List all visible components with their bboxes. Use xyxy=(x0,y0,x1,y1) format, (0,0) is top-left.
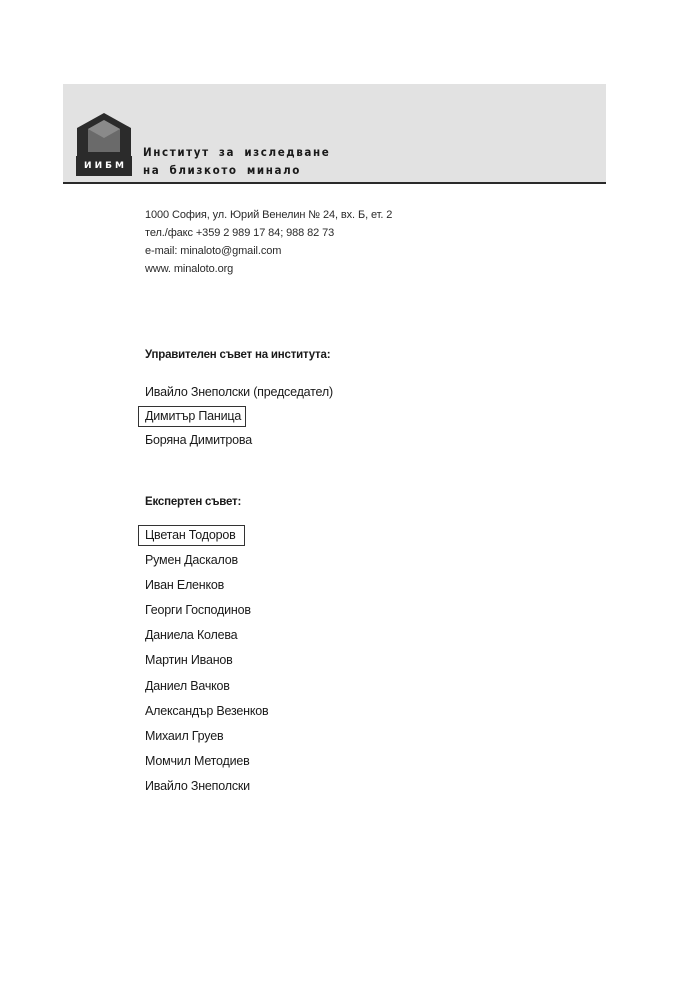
experts-list xyxy=(145,523,268,799)
address-block xyxy=(145,206,392,278)
board-member: Ивайло Знеполски (председател) xyxy=(145,385,333,399)
board-members-list xyxy=(145,380,333,452)
expert-member: Румен Даскалов xyxy=(145,553,238,568)
postal-address: 1000 София, ул. Юрий Венелин № 24, вх. Б, ет. 2 xyxy=(145,209,393,221)
expert-member: Даниел Вачков xyxy=(145,678,230,693)
board-heading: Управителен съвет на института: xyxy=(145,349,331,361)
expert-member: Даниела Колева xyxy=(145,628,238,643)
institute-name xyxy=(143,143,330,179)
phone-fax: тел./факс +359 2 989 17 84; 988 82 73 xyxy=(145,227,335,239)
email-address: e-mail: minaloto@gmail.com xyxy=(145,245,282,257)
expert-member: Михаил Груев xyxy=(145,728,224,743)
institute-name-line2: на близкото минало xyxy=(143,163,301,177)
expert-member: Мартин Иванов xyxy=(145,653,233,668)
logo-text: ИИБМ xyxy=(84,161,127,171)
institute-name-line1: Институт за изследване xyxy=(143,145,331,159)
expert-member: Ивайло Знеполски xyxy=(145,778,250,793)
board-member: Боряна Димитрова xyxy=(145,433,252,447)
header-rule xyxy=(63,182,606,184)
expert-member: Иван Еленков xyxy=(145,578,225,593)
website-address: www. minaloto.org xyxy=(145,263,234,275)
expert-member: Георги Господинов xyxy=(145,603,251,618)
experts-heading: Експертен съвет: xyxy=(145,496,242,508)
expert-member: Александър Везенков xyxy=(145,703,269,718)
expert-member: Момчил Методиев xyxy=(145,753,250,768)
board-member: Димитър Паница xyxy=(145,404,333,428)
expert-member: Цветан Тодоров xyxy=(145,523,268,548)
